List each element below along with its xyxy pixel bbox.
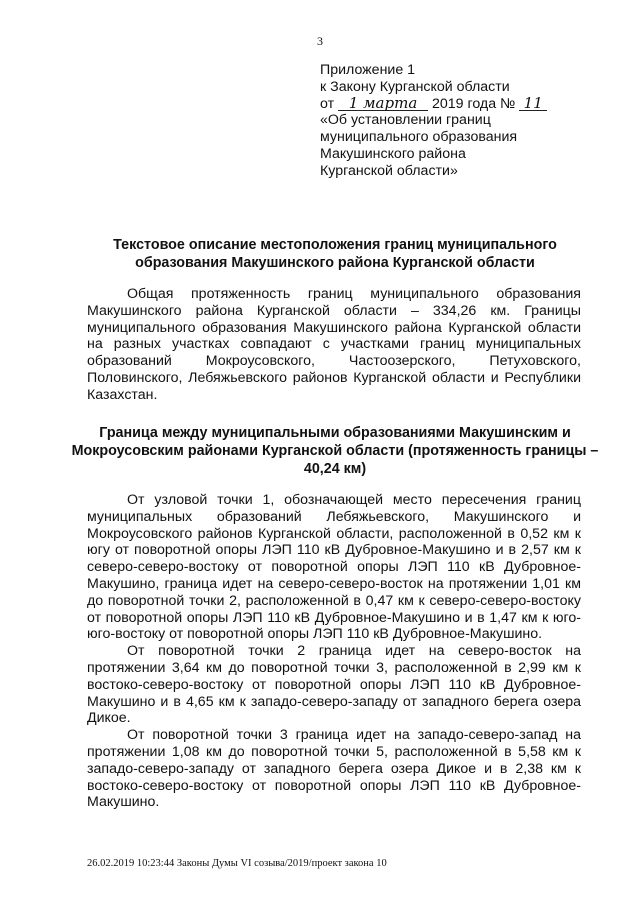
appendix-line-7: Курганской области»	[320, 162, 458, 179]
section-title: Граница между муниципальными образованиями Макушинским и Мокроусовским районами Курганской области (протяженность границы – 40,24 км)	[71, 425, 599, 477]
appendix-date-line	[320, 93, 580, 113]
section-paragraph-1: От узловой точки 1, обозначающей место пересечения границ муниципальных образований Лебяжьевского, Макушинского и Мокроусовского районов Курганской области, расположенной в 0,52 км к югу от поворотной опоры ЛЭП 110 кВ Дубровное-Макушино и в 2,57 км к северо-северо-востоку от поворотной опоры ЛЭП 110 кВ Дубровное-Макушино, граница идет на северо-северо-восток на протяжении 1,01 км до поворотной точки 2, расположенной в 0,47 км к северо-северо-востоку от поворотной опоры ЛЭП 110 кВ Дубровное-Макушино и в 1,47 км к юго-юго-востоку от поворотной опоры ЛЭП 110 кВ Дубровное-Макушино.	[87, 492, 581, 643]
section-paragraph-3: От поворотной точки 3 граница идет на западо-северо-запад на протяжении 1,08 км до поворотной точки 5, расположенной в 5,58 км к западо-северо-западу от западного берега озера Дикое и в 2,38 км к востоко-северо-востоку от поворотной опоры ЛЭП 110 кВ Дубровное-Макушино.	[87, 727, 581, 811]
year-text: 2019 года №	[431, 95, 516, 112]
appendix-line-5: муниципального образования	[320, 129, 518, 146]
section-paragraph-2: От поворотной точки 2 граница идет на северо-восток на протяжении 3,64 км до поворотной точки 3, расположенной в 2,99 км к востоко-северо-востоку от поворотной опоры ЛЭП 110 кВ Дубровное-Макушино и в 4,65 км к западо-северо-западу от западного берега озера Дикое.	[87, 643, 581, 727]
page-number: 3	[317, 34, 323, 48]
handwritten-number: 11	[519, 97, 547, 111]
date-prefix: от	[320, 95, 335, 112]
section-body	[87, 492, 581, 811]
appendix-line-6: Макушинского района	[320, 145, 466, 162]
document-title: Текстовое описание местоположения границ муниципального образования Макушинского района Курганской области	[113, 237, 557, 271]
intro-text: Общая протяженность границ муниципального образования Макушинского района Курганской области – 334,26 км. Границы муниципального образования Макушинского района Курганской области на разных участках совпадают с участками границ муниципальных образований Мокроусовского, Частоозерского, Петуховского, Половинского, Лебяжьевского районов Курганской области и Республики Казахстан.	[87, 286, 581, 403]
handwritten-date: 1 марта	[338, 97, 428, 111]
appendix-line-2: к Закону Курганской области	[320, 78, 510, 95]
intro-paragraph	[87, 286, 581, 404]
appendix-line-1: Приложение 1	[320, 62, 416, 78]
footer-path: 26.02.2019 10:23:44 Законы Думы VI созыва/2019/проект закона 10	[87, 858, 387, 869]
appendix-line-4: «Об установлении границ	[320, 112, 491, 129]
appendix-header	[320, 62, 580, 180]
